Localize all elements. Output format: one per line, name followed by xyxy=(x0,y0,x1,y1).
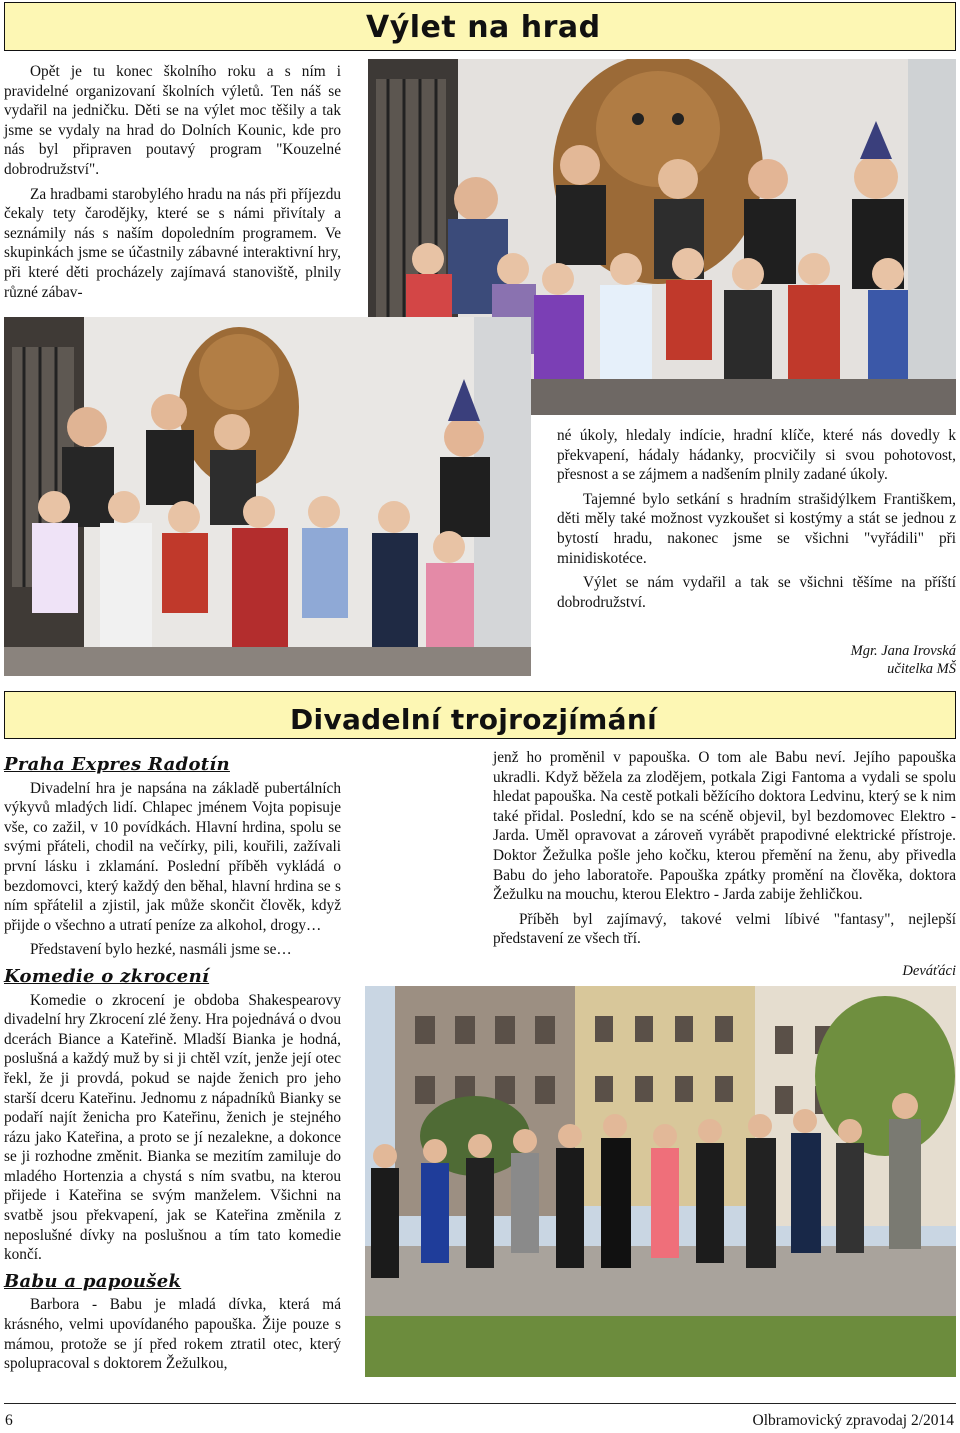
paragraph: Opět je tu konec školního roku a s ním i pravidelné organizovaní školních výletů. Ten náš se vydařil na jedničku. Děti se na výlet moc těšily a tak jsme se vydaly na hrad do Dolních Kounic, kde pro nás byl připraven poutavý program "Kouzelné dobrodružství". xyxy=(4,63,341,178)
paragraph: Komedie o zkrocení je obdoba Shakespearovy divadelní hry Zkrocení zlé ženy. Hra pojednává o dvou dcerách Biance a Kateřině. Mladší Bianka je hodná, poslušná a každý muž by si ji chtěl vzít, jenže její otec řekl, že ji provdá, pokud se najde ženich pro jeho starší dceru Kateřinu. Jednomu z nápadníků Bianky se podaří najít ženicha pro Kateřinu, ženich je stejného rázu jako Kateřina, a proto se jí nezalekne, a dokonce se ji rozhodne změnit. Bianka se mezitím zamiluje do mladého Hortenzia a chystá s ním svatbu, na kterou přijede i Kateřina se svým manželem. Všichni na svatbě jsou překvapení, jak se Kateřina změnila z neposlušné dívky na poslušnou a tím tato komedie končí. xyxy=(4,991,341,1264)
section-heading: Praha Expres Radotín xyxy=(4,754,230,775)
article-continuation-column xyxy=(557,426,956,617)
footer-divider xyxy=(4,1403,956,1404)
author-signature: Deváťáci xyxy=(902,963,956,979)
paragraph: Představení bylo hezké, nasmáli jsme se… xyxy=(30,941,292,959)
article-title: Výlet na hrad xyxy=(366,10,601,45)
paragraph: Divadelní hra je napsána na základě pubertálních výkyvů mladých lidí. Chlapec jménem Vojta popisuje vše, co zažil, v 10 povídkách. Hlavní hrdina, spolu se svými přáteli, chodil na večírky, pili, kouřili, zažívali první lásku i zklamání. Poslední příběh vykládá o bezdomovci, který každý den běhal, hlavní hrdina se s ním spřátelil a zjistil, jak může skončit člověk, když přijde o všechno a utratí peníze za alkohol, drogy… xyxy=(4,779,341,934)
publication-name: Olbramovický zpravodaj 2/2014 xyxy=(752,1412,954,1429)
paragraph: Za hradbami starobylého hradu na nás při příjezdu čekaly tety čarodějky, které se s námi přivítaly a seznámily nás s naším dopoledním programem. Ve skupinkách jsme se účastnily zábavné interaktivní hry, při které děti procházely zajímavá stanoviště, plnily různé zábav- xyxy=(4,185,341,301)
author-role: učitelka MŠ xyxy=(887,661,956,677)
review-column-right xyxy=(493,748,956,954)
paragraph: Barbora - Babu je mladá dívka, která má krásného, velmi upovídaného papouška. Žije pouze s mámou, protože se jí před rokem ztratil otec, který spolupracoval s doktorem Žežulkou, xyxy=(4,1296,341,1373)
paragraph: Výlet se nám vydařil a tak se všichni těšíme na příští dobrodružství. xyxy=(557,574,956,611)
paragraph: Příběh byl zajímavý, takové velmi líbivé "fantasy", nejlepší představení ze všech tří. xyxy=(493,910,956,948)
author-signature xyxy=(656,642,956,678)
author-name: Mgr. Jana Irovská xyxy=(850,643,956,659)
review-column-left xyxy=(4,748,341,1379)
paragraph: Tajemné bylo setkání s hradním strašidýlkem Františkem, děti měly také možnost vyzkoušet si kostýmy a stát se jednou z bytostí hradu, nakonec jsme se všichni "vyřádili" při minidiskotéce. xyxy=(557,490,956,567)
article-intro-column xyxy=(4,62,341,307)
article-title: Divadelní trojrozjímání xyxy=(290,703,657,736)
section-heading: Babu a papoušek xyxy=(4,1270,182,1292)
page-number: 6 xyxy=(5,1412,13,1429)
paragraph: jenž ho proměnil v papouška. O tom ale Babu neví. Jejího papouška ukradli. Když běžela za zlodějem, potkala Zigi Fantoma a vydali se spolu hledat papouška. Na cestě potkali běžícího doktora Ledvinu, který se k nim také přidal. Poslední, kdo se na scéně objevil, byl bezdomovec Elektro - Jarda. Uměl opravovat a zároveň vyrábět prapodivné elektrické přístroje. Doktor Žežulka pošle jeho kočku, kterou přemění na ženu, aby přivedla Babu do jeho laboratoře. Papouška zpátky promění na člověka, doktora Žežulku na mouchu, kterou Elektro - Jarda zabije žehličkou. xyxy=(493,749,956,904)
castle-group-photo xyxy=(4,317,531,676)
students-group-photo xyxy=(365,986,956,1377)
paragraph: né úkoly, hledaly indície, hradní klíče, které nás dovedly k překvapení, hádaly hádanky, procvičily si svou pohotovost, přesnost a se zájmem a nadšením plnily zadané úkoly. xyxy=(557,427,956,484)
section-heading: Komedie o zkrocení xyxy=(4,965,210,987)
